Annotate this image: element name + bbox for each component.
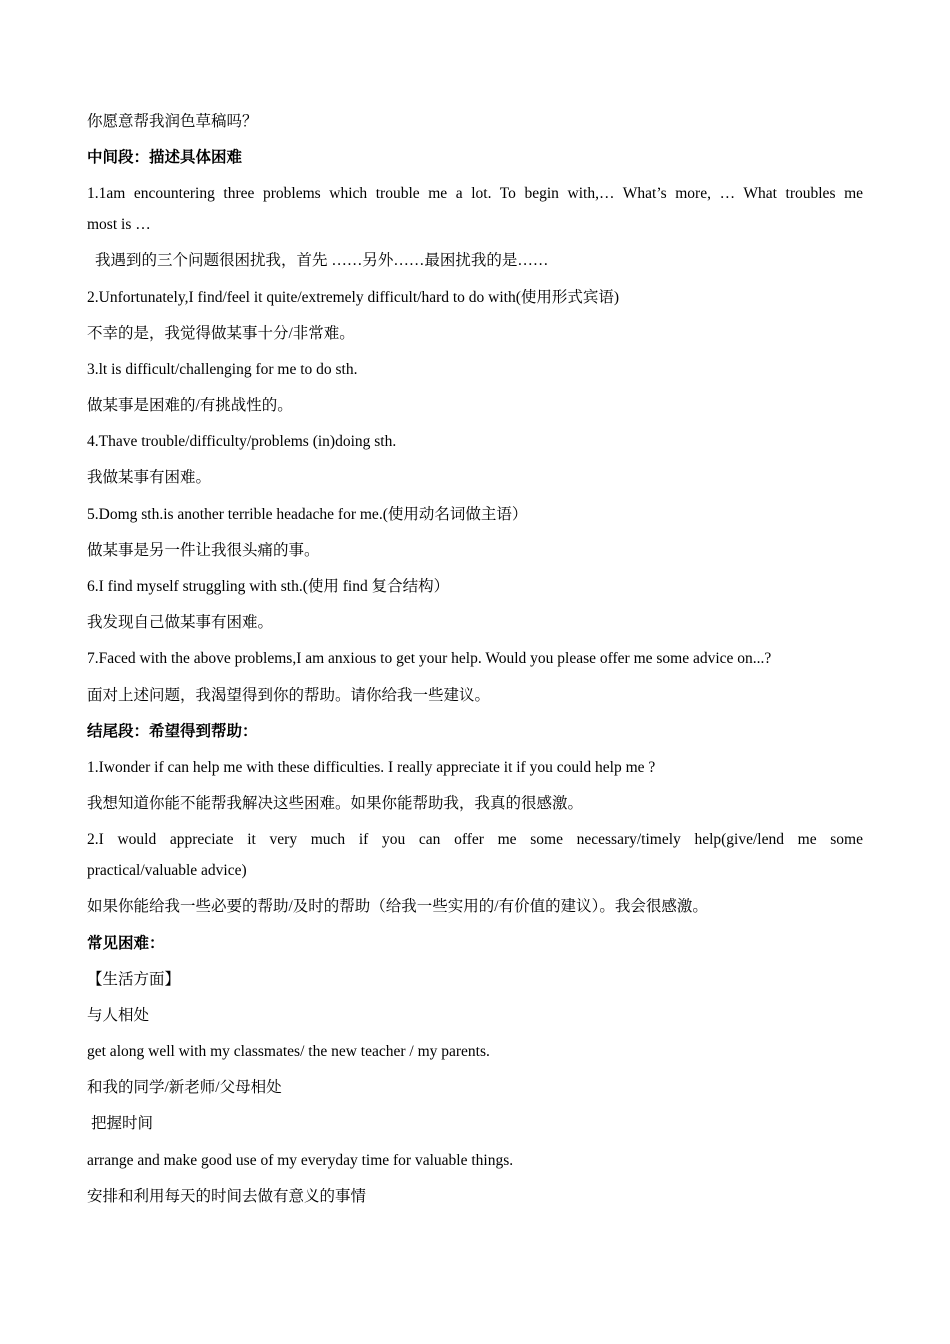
mid-item-3-cn: 做某事是困难的/有挑战性的。 bbox=[87, 397, 293, 415]
life-aspect-heading: 【生活方面】 bbox=[87, 970, 181, 988]
get-along-en: get along well with my classmates/ the new teacher / my parents. bbox=[87, 1043, 490, 1061]
mid-item-5-cn: 做某事是另一件让我很头痛的事。 bbox=[87, 541, 320, 559]
time-cn: 把握时间 bbox=[91, 1115, 154, 1133]
mid-item-1-en-tail: most is … bbox=[87, 216, 151, 234]
middle-section-heading: 中间段：描述具体困难 bbox=[87, 149, 243, 167]
ending-section-heading: 结尾段：希望得到帮助： bbox=[87, 722, 258, 740]
mid-item-4-en: 4.Thave trouble/difficulty/problems (in)doing sth. bbox=[87, 433, 397, 451]
mid-item-2-cn: 不幸的是，我觉得做某事十分/非常难。 bbox=[87, 324, 355, 342]
mid-item-3-en: 3.lt is difficult/challenging for me to do sth. bbox=[87, 360, 358, 378]
mid-item-5-en: 5.Domg sth.is another terrible headache for me.(使用动名词做主语） bbox=[87, 505, 528, 523]
intro-text: 你愿意帮我润色草稿吗？ bbox=[87, 113, 258, 130]
time-en: arrange and make good use of my everyday time for valuable things. bbox=[87, 1151, 514, 1169]
get-along-cn-translation: 和我的同学/新老师/父母相处 bbox=[87, 1079, 282, 1097]
get-along-cn: 与人相处 bbox=[87, 1006, 150, 1024]
mid-item-1-en: 1.1am encountering three problems which trouble me a lot. To begin with,… What’s more, … What troubles me bbox=[87, 185, 863, 203]
common-difficulties-heading: 常见困难： bbox=[87, 934, 165, 952]
mid-item-6-en: 6.I find myself struggling with sth.(使用 find 复合结构） bbox=[87, 578, 450, 596]
time-cn-translation: 安排和利用每天的时间去做有意义的事情 bbox=[87, 1187, 367, 1205]
mid-item-4-cn: 我做某事有困难。 bbox=[87, 469, 212, 487]
mid-item-7-cn: 面对上述问题，我渴望得到你的帮助。请你给我一些建议。 bbox=[87, 686, 491, 704]
document-page bbox=[87, 110, 863, 1221]
end-item-2-en-tail: practical/valuable advice) bbox=[87, 862, 247, 880]
mid-item-7-en: 7.Faced with the above problems,I am anxious to get your help. Would you please offer me some advice on...? bbox=[87, 650, 772, 668]
end-item-2-en: 2.I would appreciate it very much if you can offer me some necessary/timely help(give/lend me some bbox=[87, 831, 863, 849]
mid-item-2-en: 2.Unfortunately,I find/feel it quite/extremely difficult/hard to do with(使用形式宾语) bbox=[87, 288, 620, 306]
end-item-1-cn: 我想知道你能不能帮我解决这些困难。如果你能帮助我，我真的很感激。 bbox=[87, 795, 584, 813]
end-item-2-cn: 如果你能给我一些必要的帮助/及时的帮助（给我一些实用的/有价值的建议）。我会很感激。 bbox=[87, 898, 708, 916]
mid-item-6-cn: 我发现自己做某事有困难。 bbox=[87, 614, 274, 632]
mid-item-1-cn: 我遇到的三个问题很困扰我，首先 ……另外……最困扰我的是…… bbox=[95, 252, 549, 270]
end-item-1-en: 1.Iwonder if can help me with these difficulties. I really appreciate it if you could help me ? bbox=[87, 758, 656, 776]
